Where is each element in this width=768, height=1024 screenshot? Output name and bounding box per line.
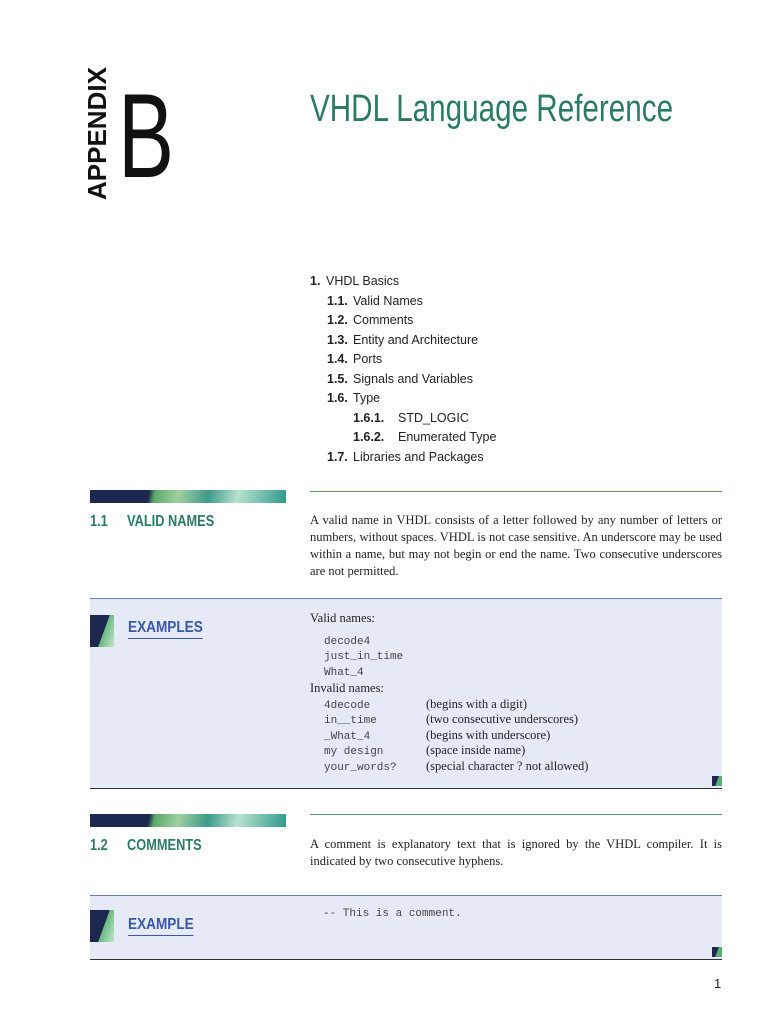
section-number: 1.1 (90, 513, 108, 530)
toc-number: 1.6. (327, 391, 348, 405)
invalid-name-row (310, 743, 588, 759)
examples-label: EXAMPLES (128, 619, 203, 639)
valid-name: just_in_time (324, 651, 404, 663)
section-heading-comments (90, 837, 221, 855)
toc-label: Enumerated Type (398, 430, 497, 444)
invalid-name: my design (324, 746, 384, 758)
example-label: EXAMPLE (128, 916, 194, 936)
section-bar-decoration (90, 490, 286, 503)
example-box (90, 895, 722, 960)
invalid-name: 4decode (324, 699, 371, 712)
toc-item[interactable] (310, 292, 496, 312)
toc-number: 1.5. (327, 371, 348, 386)
toc-number: 1.6.2. (353, 430, 385, 444)
examples-content (310, 611, 588, 774)
toc-number: 1.4. (327, 352, 348, 366)
section-title: COMMENTS (127, 837, 202, 854)
example-icon (90, 910, 114, 942)
section-title: VALID NAMES (127, 513, 215, 530)
invalid-name-row (310, 697, 588, 713)
toc-label: STD_LOGIC (398, 410, 469, 425)
page-number: 1 (714, 976, 722, 991)
section-paragraph: A comment is explanatory text that is ignored by the VHDL compiler. It is indicated by two consecutive hyphens. (310, 837, 722, 868)
toc-number: 1.6.1. (353, 410, 385, 425)
end-mark-icon (712, 947, 722, 957)
toc-label: Comments (353, 313, 414, 327)
example-icon (90, 615, 114, 647)
toc-label: Entity and Architecture (353, 332, 479, 347)
toc-label: VHDL Basics (326, 274, 400, 288)
toc-item[interactable] (310, 448, 496, 468)
section-rule (310, 814, 722, 815)
toc-number: 1.1. (327, 293, 348, 308)
toc-item[interactable] (310, 428, 496, 448)
toc-item[interactable] (310, 370, 496, 390)
toc-label: Signals and Variables (353, 371, 473, 386)
invalid-reason: (begins with a digit) (426, 696, 528, 711)
valid-heading: Valid names: (310, 611, 375, 625)
toc-number: 1. (310, 274, 321, 288)
page-title: VHDL Language Reference (310, 88, 674, 130)
toc-label: Type (353, 391, 381, 405)
invalid-name: your_words? (324, 761, 397, 774)
section-rule (310, 491, 722, 492)
appendix-letter: B (118, 69, 175, 203)
invalid-reason: (begins with underscore) (426, 727, 551, 742)
toc-item[interactable] (310, 311, 496, 331)
invalid-name-row (310, 759, 588, 775)
invalid-name: _What_4 (324, 730, 371, 743)
examples-box (90, 598, 722, 789)
invalid-reason: (two consecutive underscores) (426, 712, 579, 726)
valid-name: What_4 (324, 666, 364, 679)
section-heading-valid-names (90, 513, 233, 531)
toc-item[interactable] (310, 350, 496, 370)
section-bar-decoration (90, 814, 286, 827)
toc-item[interactable] (310, 272, 496, 292)
toc-label: Ports (353, 352, 383, 366)
invalid-name-row (310, 712, 588, 728)
toc-item[interactable] (310, 331, 496, 351)
toc-number: 1.3. (327, 332, 348, 347)
toc-number: 1.7. (327, 449, 348, 464)
toc-number: 1.2. (327, 313, 348, 327)
end-mark-icon (712, 776, 722, 786)
section-number: 1.2 (90, 837, 108, 854)
invalid-reason: (space inside name) (426, 743, 526, 757)
code-line: -- This is a comment. (323, 908, 462, 920)
invalid-heading: Invalid names: (310, 681, 384, 695)
invalid-name-row (310, 728, 588, 744)
table-of-contents (310, 272, 496, 467)
toc-label: Valid Names (353, 293, 423, 308)
invalid-reason: (special character ? not allowed) (426, 758, 589, 773)
toc-item[interactable] (310, 409, 496, 429)
invalid-name: in__time (324, 715, 377, 727)
valid-name: decode4 (324, 635, 371, 648)
toc-label: Libraries and Packages (353, 449, 484, 464)
section-paragraph: A valid name in VHDL consists of a letter followed by any number of letters or numbers, without spaces. VHDL is not case sensitive. An underscore may be used within a name, but may not begin or end the name. Two consecutive underscores are not permitted. (310, 513, 722, 578)
appendix-label: APPENDIX (82, 67, 112, 200)
toc-item[interactable] (310, 389, 496, 409)
